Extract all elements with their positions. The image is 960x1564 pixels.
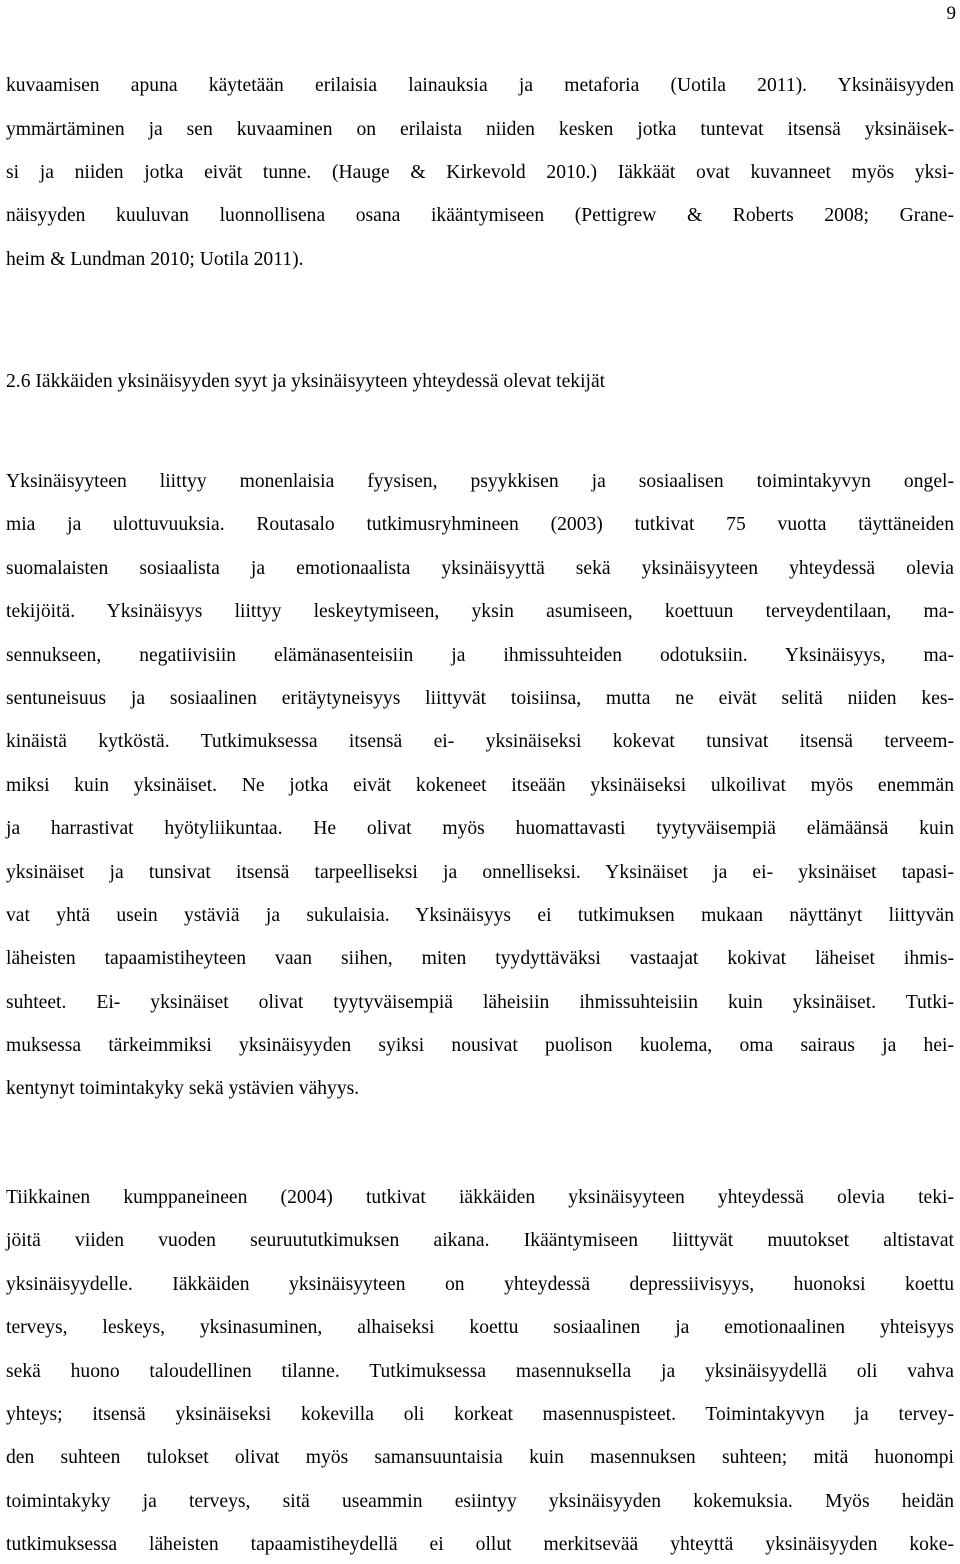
- section-heading: 2.6 Iäkkäiden yksinäisyyden syyt ja yksinäisyyteen yhteydessä olevat tekijät: [6, 371, 606, 392]
- text-line: yksinäiset ja tunsivat itsensä tarpeelliseksi ja onnelliseksi. Yksinäiset ja ei- yksinäiset tapasi-: [6, 862, 954, 883]
- text-line: kinäistä kytköstä. Tutkimuksessa itsensä ei- yksinäiseksi kokevat tunsivat itsensä terveem-: [6, 731, 954, 752]
- page-number: 9: [946, 3, 956, 24]
- text-line: kuvaamisen apuna käytetään erilaisia lainauksia ja metaforia (Uotila 2011). Yksinäisyyden: [6, 75, 954, 96]
- text-line: tutkimuksessa läheisten tapaamistiheydellä ei ollut merkitsevää yhteyttä yksinäisyyden koke-: [6, 1534, 954, 1555]
- text-line: den suhteen tulokset olivat myös samansuuntaisia kuin masennuksen suhteen; mitä huonompi: [6, 1447, 954, 1468]
- text-line: ymmärtäminen ja sen kuvaaminen on erilaista niiden kesken jotka tuntevat itsensä yksinäisek-: [6, 119, 954, 140]
- text-line: näisyyden kuuluvan luonnollisena osana ikääntymiseen (Pettigrew & Roberts 2008; Grane-: [6, 205, 954, 226]
- text-line: sennukseen, negatiivisiin elämänasenteisiin ja ihmissuhteiden odotuksiin. Yksinäisyys, ma-: [6, 645, 954, 666]
- text-line: yhteys; itsensä yksinäiseksi kokevilla oli korkeat masennuspisteet. Toimintakyvyn ja tervey-: [6, 1404, 954, 1425]
- text-line: läheisten tapaamistiheyteen vaan siihen, miten tyydyttäväksi vastaajat kokivat läheiset ihmis-: [6, 948, 954, 969]
- text-line: suomalaisten sosiaalista ja emotionaalista yksinäisyyttä sekä yksinäisyyteen yhteydessä olevia: [6, 558, 954, 579]
- text-line: Tiikkainen kumppaneineen (2004) tutkivat iäkkäiden yksinäisyyteen yhteydessä olevia teki-: [6, 1187, 954, 1208]
- text-line: jöitä viiden vuoden seuruututkimuksen aikana. Ikääntymiseen liittyvät muutokset altistavat: [6, 1230, 954, 1251]
- text-line: heim & Lundman 2010; Uotila 2011).: [6, 249, 304, 270]
- text-line: si ja niiden jotka eivät tunne. (Hauge & Kirkevold 2010.) Iäkkäät ovat kuvanneet myös yksi-: [6, 162, 954, 183]
- text-line: sekä huono taloudellinen tilanne. Tutkimuksessa masennuksella ja yksinäisyydellä oli vahva: [6, 1361, 954, 1382]
- text-line: tekijöitä. Yksinäisyys liittyy leskeytymiseen, yksin asumiseen, koettuun terveydentilaan, ma-: [6, 601, 954, 622]
- text-line: vat yhtä usein ystäviä ja sukulaisia. Yksinäisyys ei tutkimuksen mukaan näyttänyt liittyvän: [6, 905, 954, 926]
- text-line: suhteet. Ei- yksinäiset olivat tyytyväisempiä läheisiin ihmissuhteisiin kuin yksinäiset. Tutki-: [6, 992, 954, 1013]
- text-line: toimintakyky ja terveys, sitä useammin esiintyy yksinäisyyden kokemuksia. Myös heidän: [6, 1491, 954, 1512]
- text-line: terveys, leskeys, yksinasuminen, alhaiseksi koettu sosiaalinen ja emotionaalinen yhteisyys: [6, 1317, 954, 1338]
- text-line: muksessa tärkeimmiksi yksinäisyyden syiksi nousivat puolison kuolema, oma sairaus ja hei-: [6, 1035, 954, 1056]
- text-line: ja harrastivat hyötyliikuntaa. He olivat myös huomattavasti tyytyväisempiä elämäänsä kuin: [6, 818, 954, 839]
- text-line: yksinäisyydelle. Iäkkäiden yksinäisyyteen on yhteydessä depressiivisyys, huonoksi koettu: [6, 1274, 954, 1295]
- text-line: kentynyt toimintakyky sekä ystävien vähyys.: [6, 1078, 360, 1099]
- text-line: Yksinäisyyteen liittyy monenlaisia fyysisen, psyykkisen ja sosiaalisen toimintakyvyn ongel-: [6, 471, 954, 492]
- text-line: sentuneisuus ja sosiaalinen eritäytyneisyys liittyvät toisiinsa, mutta ne eivät selitä niiden kes-: [6, 688, 954, 709]
- text-line: miksi kuin yksinäiset. Ne jotka eivät kokeneet itseään yksinäiseksi ulkoilivat myös enemmän: [6, 775, 954, 796]
- text-line: mia ja ulottuvuuksia. Routasalo tutkimusryhmineen (2003) tutkivat 75 vuotta täyttäneiden: [6, 514, 954, 535]
